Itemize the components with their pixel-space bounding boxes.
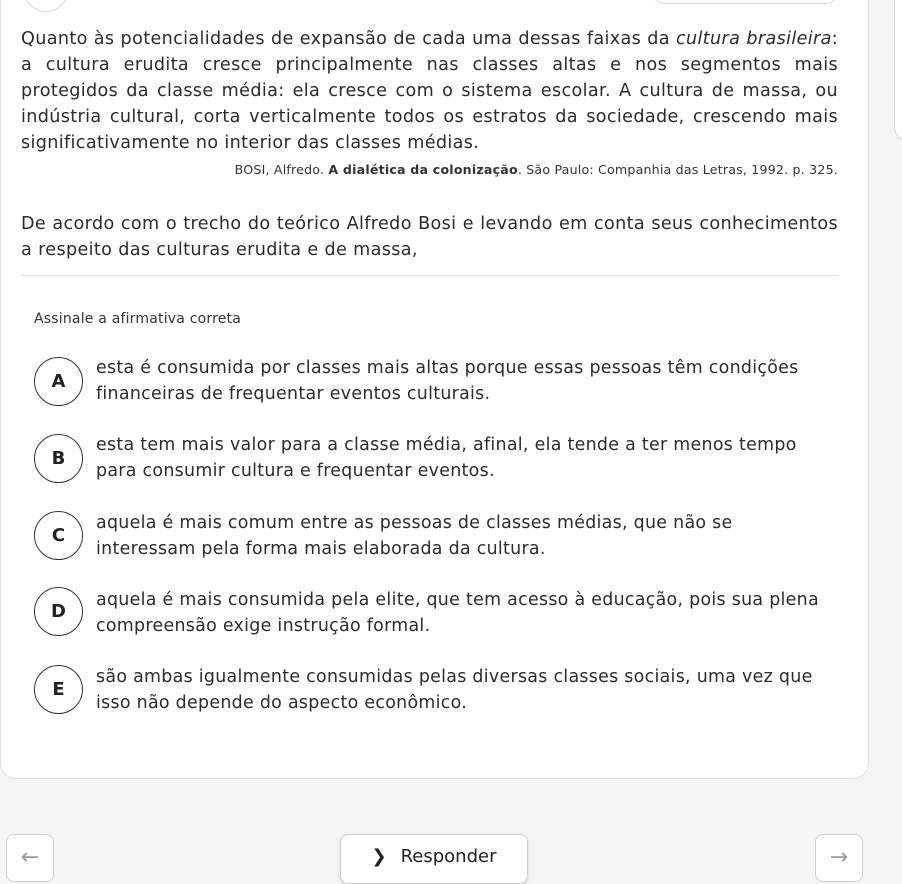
top-pill-button[interactable] — [652, 0, 838, 4]
option-b[interactable] — [34, 432, 834, 492]
respond-label: Responder — [400, 846, 497, 867]
option-letter-b: B — [34, 434, 83, 483]
side-panel-edge — [894, 0, 902, 142]
citation-title: A dialética da colonização — [328, 162, 518, 177]
passage-text — [21, 26, 838, 156]
citation-details: . São Paulo: Companhia das Letras, 1992. p. 325. — [517, 162, 838, 177]
passage-part2: : a cultura erudita cresce principalmente nas classes altas e nos segmentos mais protegidos da classe média: ela cresce com o sistema escolar. A cultura de massa, ou indústria cultural, corta verticalmente todos os estratos da sociedade, crescendo mais significativamente no interior das classes médias. — [21, 29, 838, 153]
option-text-e: são ambas igualmente consumidas pelas diversas classes sociais, uma vez que isso não depende do aspecto econômico. — [96, 667, 813, 713]
option-text-a: esta é consumida por classes mais altas porque essas pessoas têm condições financeiras de frequentar eventos culturais. — [96, 358, 799, 404]
respond-button[interactable] — [340, 834, 528, 884]
question-prompt: De acordo com o trecho do teórico Alfredo Bosi e levando em conta seus conhecimentos a respeito das culturas erudita e de massa, — [21, 214, 838, 260]
option-letter-a: A — [34, 357, 83, 406]
option-e[interactable] — [34, 664, 834, 724]
option-d[interactable] — [34, 587, 834, 647]
option-text-d: aquela é mais consumida pela elite, que tem acesso à educação, pois sua plena compreensão exige instrução formal. — [96, 590, 819, 636]
option-letter-d: D — [34, 587, 83, 636]
option-text-b: esta tem mais valor para a classe média, afinal, ela tende a ter menos tempo para consumir cultura e frequentar eventos. — [96, 435, 797, 481]
arrow-right-icon: → — [829, 845, 849, 870]
citation — [21, 162, 838, 177]
option-letter-e: E — [34, 665, 83, 714]
chevron-right-icon: ❯ — [371, 846, 387, 867]
option-c[interactable] — [34, 510, 834, 570]
passage-part1: Quanto às potencialidades de expansão de cada uma dessas faixas da — [21, 29, 677, 49]
instruction: Assinale a afirmativa correta — [34, 311, 242, 327]
citation-author: BOSI, Alfredo. — [234, 162, 329, 177]
next-button[interactable] — [815, 834, 863, 882]
previous-button[interactable] — [6, 834, 54, 882]
arrow-left-icon: ← — [20, 845, 40, 870]
option-text-c: aquela é mais comum entre as pessoas de classes médias, que não se interessam pela forma mais elaborada da cultura. — [96, 513, 733, 559]
divider — [21, 275, 838, 276]
passage-italic: cultura brasileira — [676, 29, 832, 49]
option-letter-c: C — [34, 511, 83, 560]
option-a[interactable] — [34, 355, 834, 415]
